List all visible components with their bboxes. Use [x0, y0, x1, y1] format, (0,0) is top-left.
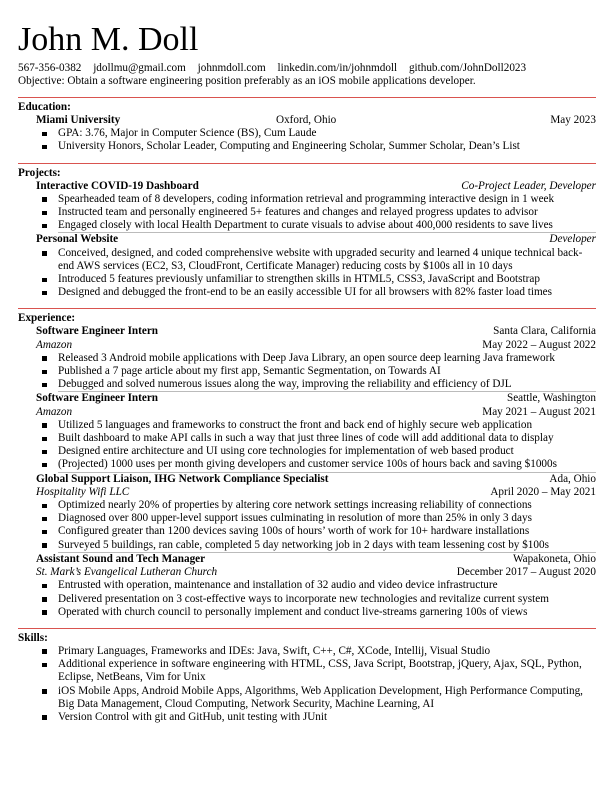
education-section: [18, 101, 596, 154]
list-item: Engaged closely with local Health Department to curate visuals to advise about 400,000 residents to save lives: [58, 219, 596, 233]
list-item: Designed and debugged the front-end to be an easily accessible UI for all browsers with 82% faster load times: [58, 286, 596, 299]
list-item: Spearheaded team of 8 developers, coding information retrieval and programming interactive design in 1 week: [58, 193, 596, 206]
linkedin-link[interactable]: linkedin.com/in/johnmdoll: [277, 62, 398, 74]
section-divider: [18, 308, 596, 309]
project-role: Developer: [549, 233, 596, 246]
list-item: GPA: 3.76, Major in Computer Science (BS), Cum Laude: [58, 127, 596, 140]
list-item: Instructed team and personally engineered 5+ features and changes and relayed progress updates to advisor: [58, 206, 596, 219]
list-item: Operated with church council to personally implement and conduct live-streams garnering 100s of views: [58, 606, 596, 619]
job-title: Software Engineer Intern: [36, 325, 159, 338]
company-name: Hospitality Wifi LLC: [36, 485, 130, 498]
job-location: Seattle, Washington: [506, 392, 596, 405]
list-item: Primary Languages, Frameworks and IDEs: Java, Swift, C++, C#, XCode, Intellij, Visual Studio: [58, 645, 596, 658]
job-dates: December 2017 – August 2020: [456, 566, 596, 579]
graduation-date: May 2023: [550, 114, 596, 126]
company-name: Amazon: [36, 338, 73, 351]
project-role: Co-Project Leader, Developer: [461, 179, 596, 192]
school-name: Miami University: [36, 114, 121, 126]
list-item: Designed entire architecture and UI using core technologies for implementation of web based product: [58, 445, 596, 458]
job-location: Ada, Ohio: [549, 472, 596, 485]
list-item: Optimized nearly 20% of properties by altering core network settings increasing reliability of connections: [58, 499, 596, 512]
list-item: Built dashboard to make API calls in such a way that just three lines of code will add additional data to display: [58, 432, 596, 445]
job-title: Software Engineer Intern: [36, 392, 159, 405]
list-item: University Honors, Scholar Leader, Computing and Engineering Scholar, Summer Scholar, Dean’s List: [58, 140, 596, 153]
candidate-name: John M. Doll: [18, 21, 199, 58]
skills-section: [18, 632, 596, 724]
phone: 567-356-0382: [18, 62, 82, 74]
list-item: Diagnosed over 800 upper-level support issues culminating in resolution of more than 25% in only 3 days: [58, 512, 596, 525]
experience-title: Experience:: [18, 312, 76, 325]
list-item: Entrusted with operation, maintenance and installation of 32 audio and video device infrastructure: [58, 579, 596, 592]
email-link[interactable]: jdollmu@gmail.com: [93, 62, 186, 74]
list-item: Conceived, designed, and coded comprehensive website with upgraded security and learned 4 unique technical back-end AWS services (EC2, S3, CloudFront, Certificate Manager) reducing costs by $100s all in 10 days: [58, 247, 596, 273]
section-divider: [18, 97, 596, 98]
job-location: Santa Clara, California: [493, 325, 596, 338]
list-item: Delivered presentation on 3 cost-effective ways to incorporate new technologies and revitalize current system: [58, 593, 596, 606]
list-item: Introduced 5 features previously unfamiliar to strengthen skills in HTML5, CSS3, JavaScript and Bootstrap: [58, 273, 596, 286]
contact-line: [18, 62, 596, 75]
list-item: Additional experience in software engineering with HTML, CSS, Java Script, Bootstrap, jQuery, Ajax, SQL, Python, Eclipse, NetBeans, Vim for Unix: [58, 658, 596, 684]
section-divider: [18, 163, 596, 164]
project-name: Interactive COVID-19 Dashboard: [36, 179, 199, 192]
list-item: Version Control with git and GitHub, unit testing with JUnit: [58, 711, 596, 724]
objective: Objective: Obtain a software engineering position preferably as an iOS mobile applications developer.: [18, 75, 476, 87]
education-title: Education:: [18, 101, 71, 113]
company-name: Amazon: [36, 405, 73, 418]
website-link[interactable]: johnmdoll.com: [197, 62, 266, 74]
job-title: Assistant Sound and Tech Manager: [36, 552, 206, 565]
github-link[interactable]: github.com/JohnDoll2023: [408, 62, 527, 74]
projects-title: Projects:: [18, 166, 61, 179]
school-location: Oxford, Ohio: [276, 114, 337, 126]
job-dates: May 2022 – August 2022: [482, 338, 596, 351]
list-item: Surveyed 5 buildings, ran cable, completed 5 day networking job in 2 days with team lessening cost by $100s: [58, 539, 596, 553]
list-item: Debugged and solved numerous issues along the way, improving the reliability and efficiency of DJL: [58, 378, 596, 392]
list-item: Published a 7 page article about my first app, Semantic Segmentation, on Towards AI: [58, 365, 596, 378]
job-dates: May 2021 – August 2021: [482, 405, 596, 418]
list-item: (Projected) 1000 uses per month giving developers and customer service 100s of hours back and saving $1000s: [58, 458, 596, 472]
project-name: Personal Website: [36, 233, 119, 246]
section-divider: [18, 628, 596, 629]
projects-section: [18, 167, 596, 300]
skills-title: Skills:: [18, 631, 48, 644]
list-item: iOS Mobile Apps, Android Mobile Apps, Algorithms, Web Application Development, High Performance Computing, Big Data Management, Cloud Computing, Network Security, Machine Learning, AI: [58, 685, 596, 711]
list-item: Utilized 5 languages and frameworks to construct the front and back end of highly secure web application: [58, 419, 596, 432]
job-location: Wapakoneta, Ohio: [513, 552, 596, 565]
experience-section: [18, 312, 596, 618]
job-dates: April 2020 – May 2021: [490, 485, 596, 498]
list-item: Released 3 Android mobile applications with Deep Java Library, an open source deep learning Java framework: [58, 352, 596, 365]
job-title: Global Support Liaison, IHG Network Compliance Specialist: [36, 472, 329, 485]
resume-page: [18, 22, 596, 724]
company-name: St. Mark’s Evangelical Lutheran Church: [36, 566, 218, 579]
list-item: Configured greater than 1200 devices saving 100s of hours’ worth of work for 10+ hardware installations: [58, 525, 596, 538]
